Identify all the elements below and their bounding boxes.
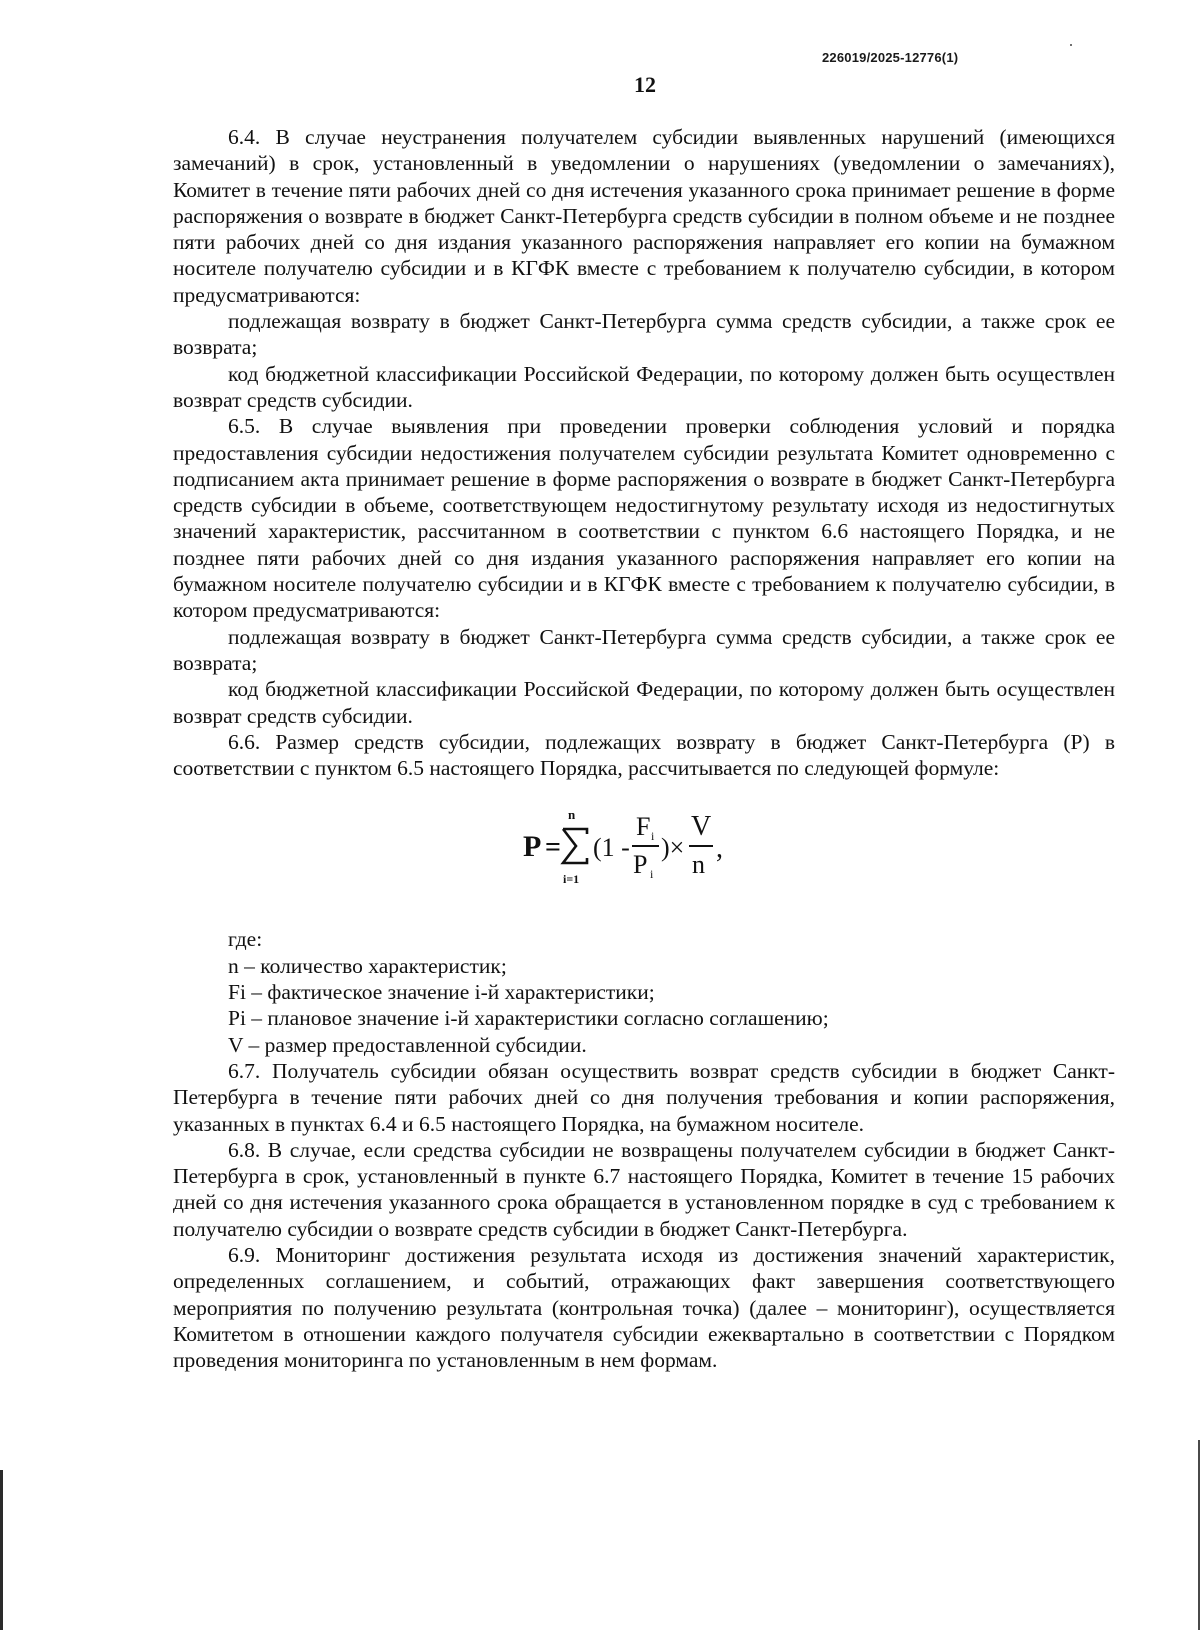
formula-v-num: V (691, 811, 712, 843)
paragraph-6-5-item-amount: подлежащая возврату в бюджет Санкт-Петербурга сумма средств субсидии, а также срок ее возврата; (173, 624, 1115, 675)
paragraph-6-4-item-amount: подлежащая возврату в бюджет Санкт-Петербурга сумма средств субсидии, а также срок ее возврата; (173, 309, 1115, 360)
paragraph-6-9: 6.9. Мониторинг достижения результата исходя из достижения значений характеристик, определенных соглашением, и событий, отражающих факт завершения соответствующего мероприятия по получению результата (контрольная точка) (далее – мониторинг), осуществляется Комитетом в отношении каждого получателя субсидии ежеквартально в соответствии с Порядком проведения мониторинга по установленным в нем формам. (173, 1242, 1115, 1373)
sigma-symbol (563, 829, 587, 863)
refund-formula (173, 781, 1115, 926)
formula-times: )× (661, 833, 685, 863)
document-registration-number: 226019/2025-12776(1) (822, 50, 959, 65)
paragraph-6-5-item-code: код бюджетной классификации Российской Федерации, по которому должен быть осуществлен возврат средств субсидии. (173, 677, 1115, 728)
paragraph-6-7: 6.7. Получатель субсидии обязан осуществить возврат средств субсидии в бюджет Санкт-Петербурга в течение пяти рабочих дней со дня получения требования и копии распоряжения, указанных в пунктах 6.4 и 6.5 настоящего Порядка, на бумажном носителе. (173, 1058, 1115, 1136)
formula-num-f: F (636, 812, 651, 842)
legend-item-fi: Fi – фактическое значение i-й характеристики; (228, 980, 655, 1005)
formula-legend (173, 926, 1115, 1057)
legend-item-n: n – количество характеристик; (228, 953, 507, 978)
scan-binding-edge-left (0, 1470, 3, 1630)
formula-end: , (716, 833, 723, 865)
formula-lhs: P (523, 830, 542, 864)
legend-item-pi: Pi – плановое значение i-й характеристики согласно соглашению; (228, 1006, 829, 1031)
formula-equals: = (545, 832, 561, 864)
paragraph-6-4: 6.4. В случае неустранения получателем субсидии выявленных нарушений (имеющихся замечаний) в срок, установленный в уведомлении о нарушениях (уведомлении о замечаниях), Комитет в течение пяти рабочих дней со дня истечения указанного срока принимает решение в форме распоряжения о возврате в бюджет Санкт-Петербурга средств субсидии в полном объеме и не позднее пяти рабочих дней со дня издания указанного распоряжения направляет его копии на бумажном носителе получателю субсидии и в КГФК вместе с требованием к получателю субсидии, в котором предусматриваются: (173, 125, 1115, 307)
paragraph-6-8: 6.8. В случае, если средства субсидии не возвращены получателем субсидии в бюджет Санкт-Петербурга в срок, установленный в пункте 6.7 настоящего Порядка, Комитет в течение 15 рабочих дней со дня истечения указанного срока обращается в установленном порядке в суд с требованием к получателю субсидии о возврате средств субсидии в бюджет Санкт-Петербурга. (173, 1137, 1115, 1241)
paragraph-6-5: 6.5. В случае выявления при проведении проверки соблюдения условий и порядка предоставления субсидии недостижения получателем субсидии результата Комитет одновременно с подписанием акта принимает решение в форме распоряжения о возврате в бюджет Санкт-Петербурга средств субсидии в объеме, соответствующем недостигнутому результату исходя из недостигнутых значений характеристик, рассчитанном в соответствии с пунктом 6.6 настоящего Порядка, и не позднее пяти рабочих дней со дня издания указанного распоряжения направляет его копии на бумажном носителе получателю субсидии и в КГФК вместе с требованием к получателю субсидии, в котором предусматриваются: (173, 414, 1115, 623)
document-body (173, 124, 1115, 1373)
formula-num-sub: i (651, 829, 655, 844)
page-number: 12 (634, 72, 656, 97)
formula-v-den: n (692, 850, 705, 880)
formula-graphic (523, 799, 783, 909)
paragraph-6-4-item-code: код бюджетной классификации Российской Федерации, по которому должен быть осуществлен возврат средств субсидии. (173, 361, 1115, 412)
legend-where-label: где: (228, 927, 263, 952)
scan-speck (1070, 44, 1072, 46)
formula-sum-lower: i=1 (563, 872, 580, 887)
formula-den-p: P (633, 850, 648, 880)
paragraph-6-6: 6.6. Размер средств субсидии, подлежащих возврату в бюджет Санкт-Петербурга (Р) в соответствии с пунктом 6.5 настоящего Порядка, рассчитывается по следующей формуле: (173, 729, 1115, 781)
formula-sum-upper: n (568, 807, 576, 823)
legend-item-v: V – размер предоставленной субсидии. (228, 1032, 587, 1057)
formula-den-sub: i (650, 867, 654, 882)
formula-open: (1 - (593, 833, 630, 863)
